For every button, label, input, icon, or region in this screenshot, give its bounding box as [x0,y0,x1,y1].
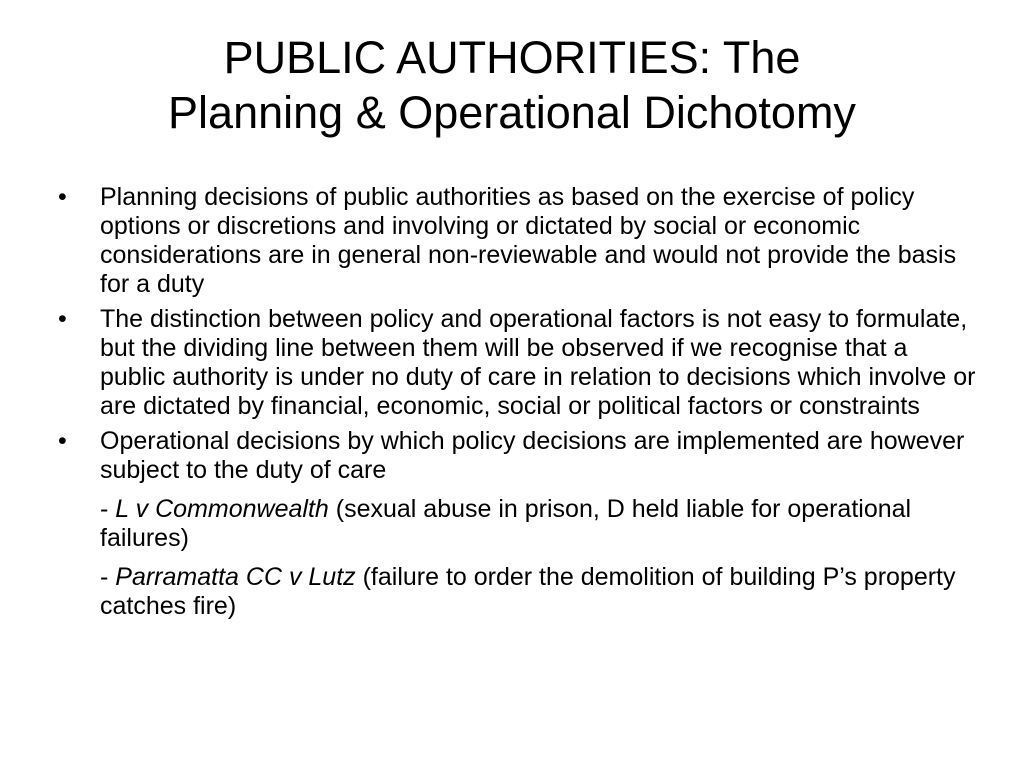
case-dash: - [100,495,116,523]
slide-title-line-2: Planning & Operational Dichotomy [168,87,856,138]
case-item [58,563,978,621]
case-dash: - [100,563,116,591]
bullet-item [58,183,978,299]
bullet-dot: • [58,183,67,211]
case-detail: (sexual abuse in prison, D held liable for operational failures) [100,495,912,552]
bullet-item [58,305,978,421]
case-detail: (failure to order the demolition of building P’s property catches fire) [100,563,956,620]
bullet-dot: • [58,427,67,455]
bullet-item [58,427,978,485]
bullet-text: The distinction between policy and operational factors is not easy to formulate, but the dividing line between them will be observed if we recognise that a public authority is under no duty of care in relation to decisions which involve or are dictated by financial, economic, social or political factors or constraints [100,305,976,420]
case-name: L v Commonwealth [115,495,329,523]
case-item [58,495,978,553]
case-name: Parramatta CC v Lutz [115,563,356,591]
slide-title-line-1: PUBLIC AUTHORITIES: The [223,32,801,83]
slide-body [58,183,978,627]
bullet-text: Operational decisions by which policy decisions are implemented are however subject to the duty of care [100,427,965,484]
slide-title [40,30,984,140]
bullet-text: Planning decisions of public authorities as based on the exercise of policy options or discretions and involving or dictated by social or economic considerations are in general non-reviewable and would not provide the basis for a duty [100,183,957,298]
bullet-dot: • [58,305,67,333]
